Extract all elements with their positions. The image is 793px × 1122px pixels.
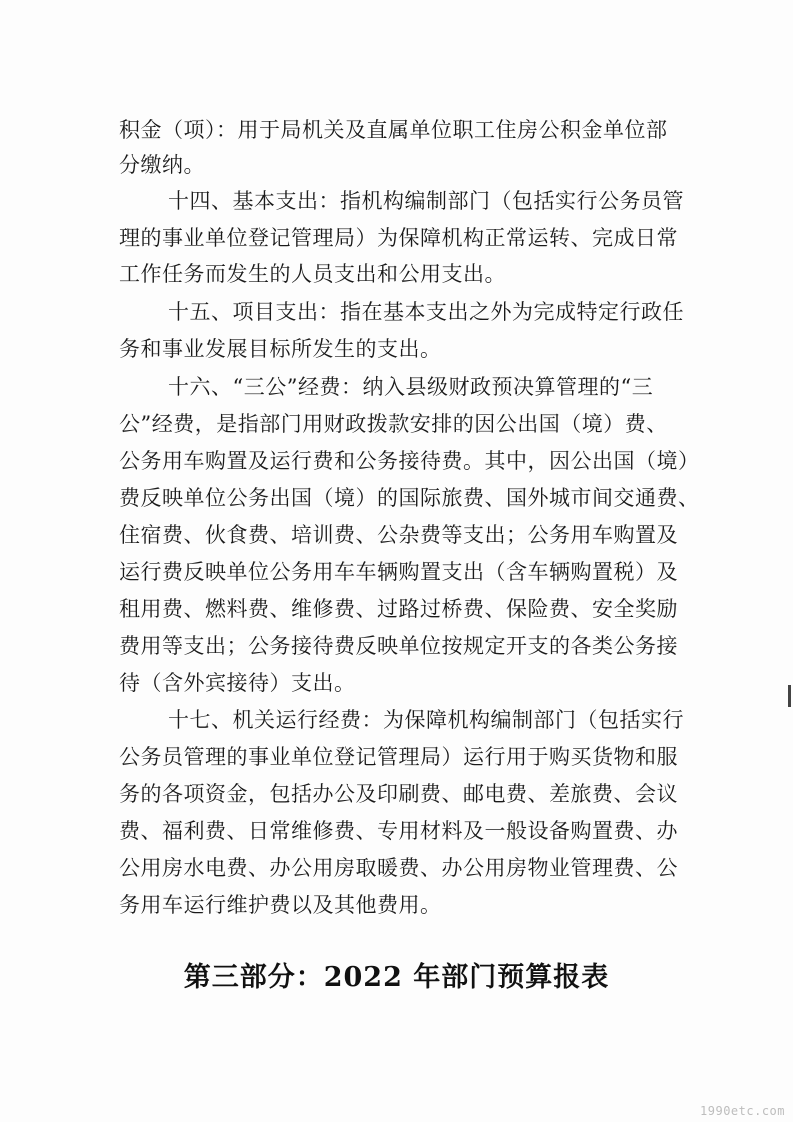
text-line: 务的各项资金，包括办公及印刷费、邮电费、差旅费、会议: [119, 782, 678, 806]
paragraph-16-start: 十六、“三公”经费：纳入县级财政预决算管理的“三: [168, 375, 654, 399]
text-line: 住宿费、伙食费、培训费、公杂费等支出；公务用车购置及: [119, 523, 678, 547]
text-line: 分缴纳。: [119, 153, 205, 177]
text-line: 费用等支出；公务接待费反映单位按规定开支的各类公务接: [119, 634, 678, 658]
watermark: 1990etc.com: [700, 1104, 785, 1118]
text-line: 工作任务而发生的人员支出和公用支出。: [119, 262, 506, 286]
text-line: 公用房水电费、办公用房取暖费、办公用房物业管理费、公: [119, 856, 678, 880]
paragraph-15-start: 十五、项目支出：指在基本支出之外为完成特定行政任: [168, 300, 684, 324]
text-line: 公务员管理的事业单位登记管理局）运行用于购买货物和服: [119, 745, 678, 769]
text-line: 运行费反映单位公务用车车辆购置支出（含车辆购置税）及: [119, 560, 678, 584]
text-line: 费反映单位公务出国（境）的国际旅费、国外城市间交通费、: [119, 486, 700, 510]
text-line: 积金（项）：用于局机关及直属单位职工住房公积金单位部: [119, 118, 668, 142]
text-line: 待（含外宾接待）支出。: [119, 671, 356, 695]
text-line: 公”经费，是指部门用财政拨款安排的因公出国（境）费、: [119, 412, 668, 436]
paragraph-17-start: 十七、机关运行经费：为保障机构编制部门（包括实行: [168, 708, 684, 732]
text-line: 租用费、燃料费、维修费、过路过桥费、保险费、安全奖励: [119, 597, 678, 621]
text-line: 务用车运行维护费以及其他费用。: [119, 893, 442, 917]
text-line: 公务用车购置及运行费和公务接待费。其中，因公出国（境）: [119, 449, 700, 473]
section-heading: 第三部分：2022 年部门预算报表: [183, 962, 610, 993]
text-line: 务和事业发展目标所发生的支出。: [119, 337, 442, 361]
paragraph-14-start: 十四、基本支出：指机构编制部门（包括实行公务员管: [168, 189, 684, 213]
text-line: 理的事业单位登记管理局）为保障机构正常运转、完成日常: [119, 226, 678, 250]
scan-edge-mark: [788, 685, 791, 707]
text-line: 费、福利费、日常维修费、专用材料及一般设备购置费、办: [119, 819, 678, 843]
